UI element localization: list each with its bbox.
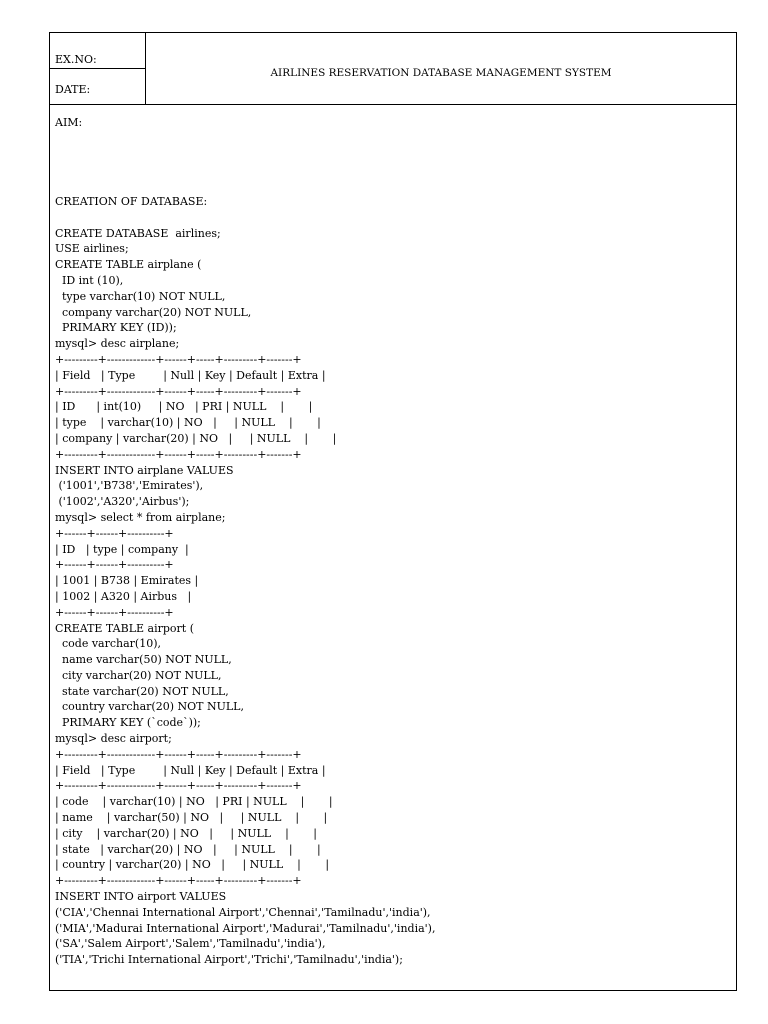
mysql-prompt-line: mysql> select * from airplane; bbox=[55, 510, 226, 524]
sql-line: PRIMARY KEY (`code`)); bbox=[55, 716, 201, 730]
sql-line: CREATE DATABASE airlines; bbox=[55, 226, 221, 240]
table-border: +---------+-------------+------+-----+---------+-------+ bbox=[55, 874, 302, 888]
table-header-row: | Field | Type | Null | Key | Default | Extra | bbox=[55, 763, 326, 777]
creation-heading: CREATION OF DATABASE: bbox=[55, 194, 208, 208]
sql-line: CREATE TABLE airport ( bbox=[55, 621, 194, 635]
sql-line: type varchar(10) NOT NULL, bbox=[55, 289, 226, 303]
table-border: +------+------+----------+ bbox=[55, 558, 174, 572]
sql-line: country varchar(20) NOT NULL, bbox=[55, 700, 244, 714]
table-border: +------+------+----------+ bbox=[55, 605, 174, 619]
table-header-row: | Field | Type | Null | Key | Default | Extra | bbox=[55, 368, 326, 382]
table-row: | 1001 | B738 | Emirates | bbox=[55, 574, 199, 588]
document-title: AIRLINES RESERVATION DATABASE MANAGEMENT SYSTEM bbox=[270, 67, 612, 79]
sql-line: ('1002','A320','Airbus'); bbox=[55, 495, 190, 509]
table-row: | company | varchar(20) | NO | | NULL | | bbox=[55, 431, 337, 445]
sql-line: ID int (10), bbox=[55, 273, 124, 287]
sql-line: city varchar(20) NOT NULL, bbox=[55, 668, 222, 682]
sql-line: INSERT INTO airport VALUES bbox=[55, 890, 227, 904]
table-row: | ID | int(10) | NO | PRI | NULL | | bbox=[55, 400, 313, 414]
table-border: +------+------+----------+ bbox=[55, 526, 174, 540]
mysql-prompt-line: mysql> desc airplane; bbox=[55, 337, 180, 351]
sql-line: USE airlines; bbox=[55, 242, 129, 256]
sql-line: code varchar(10), bbox=[55, 637, 161, 651]
table-border: +---------+-------------+------+-----+---------+-------+ bbox=[55, 747, 302, 761]
sql-line: ('CIA','Chennai International Airport','Chennai','Tamilnadu','india'), bbox=[55, 905, 431, 919]
table-header-row: | ID | type | company | bbox=[55, 542, 189, 556]
sql-line: ('TIA','Trichi International Airport','Trichi','Tamilnadu','india'); bbox=[55, 953, 403, 967]
header-left-cells bbox=[50, 33, 146, 104]
table-row: | city | varchar(20) | NO | | NULL | | bbox=[55, 826, 317, 840]
table-row: | 1002 | A320 | Airbus | bbox=[55, 589, 192, 603]
aim-label: AIM: bbox=[55, 116, 83, 129]
document-frame bbox=[49, 32, 737, 991]
sql-line: state varchar(20) NOT NULL, bbox=[55, 684, 229, 698]
table-row: | country | varchar(20) | NO | | NULL | | bbox=[55, 858, 330, 872]
table-row: | state | varchar(20) | NO | | NULL | | bbox=[55, 842, 321, 856]
table-border: +---------+-------------+------+-----+---------+-------+ bbox=[55, 352, 302, 366]
sql-line: ('1001','B738','Emirates'), bbox=[55, 479, 204, 493]
sql-line: name varchar(50) NOT NULL, bbox=[55, 653, 232, 667]
sql-line: company varchar(20) NOT NULL, bbox=[55, 305, 252, 319]
document-header bbox=[50, 33, 736, 105]
mysql-prompt-line: mysql> desc airport; bbox=[55, 732, 172, 746]
ex-no-label: EX.NO: bbox=[55, 53, 97, 66]
sql-line: CREATE TABLE airplane ( bbox=[55, 258, 202, 272]
table-border: +---------+-------------+------+-----+---------+-------+ bbox=[55, 447, 302, 461]
sql-line: INSERT INTO airplane VALUES bbox=[55, 463, 234, 477]
table-border: +---------+-------------+------+-----+---------+-------+ bbox=[55, 384, 302, 398]
date-cell bbox=[50, 69, 145, 104]
document-body bbox=[55, 115, 731, 968]
sql-line: PRIMARY KEY (ID)); bbox=[55, 321, 177, 335]
table-row: | code | varchar(10) | NO | PRI | NULL | | bbox=[55, 795, 333, 809]
table-border: +---------+-------------+------+-----+---------+-------+ bbox=[55, 779, 302, 793]
sql-line: ('MIA','Madurai International Airport','Madurai','Tamilnadu','india'), bbox=[55, 921, 436, 935]
sql-line: ('SA','Salem Airport','Salem','Tamilnadu','india'), bbox=[55, 937, 326, 951]
date-label: DATE: bbox=[55, 83, 91, 96]
ex-no-cell bbox=[50, 33, 145, 69]
table-row: | name | varchar(50) | NO | | NULL | | bbox=[55, 811, 328, 825]
table-row: | type | varchar(10) | NO | | NULL | | bbox=[55, 416, 321, 430]
